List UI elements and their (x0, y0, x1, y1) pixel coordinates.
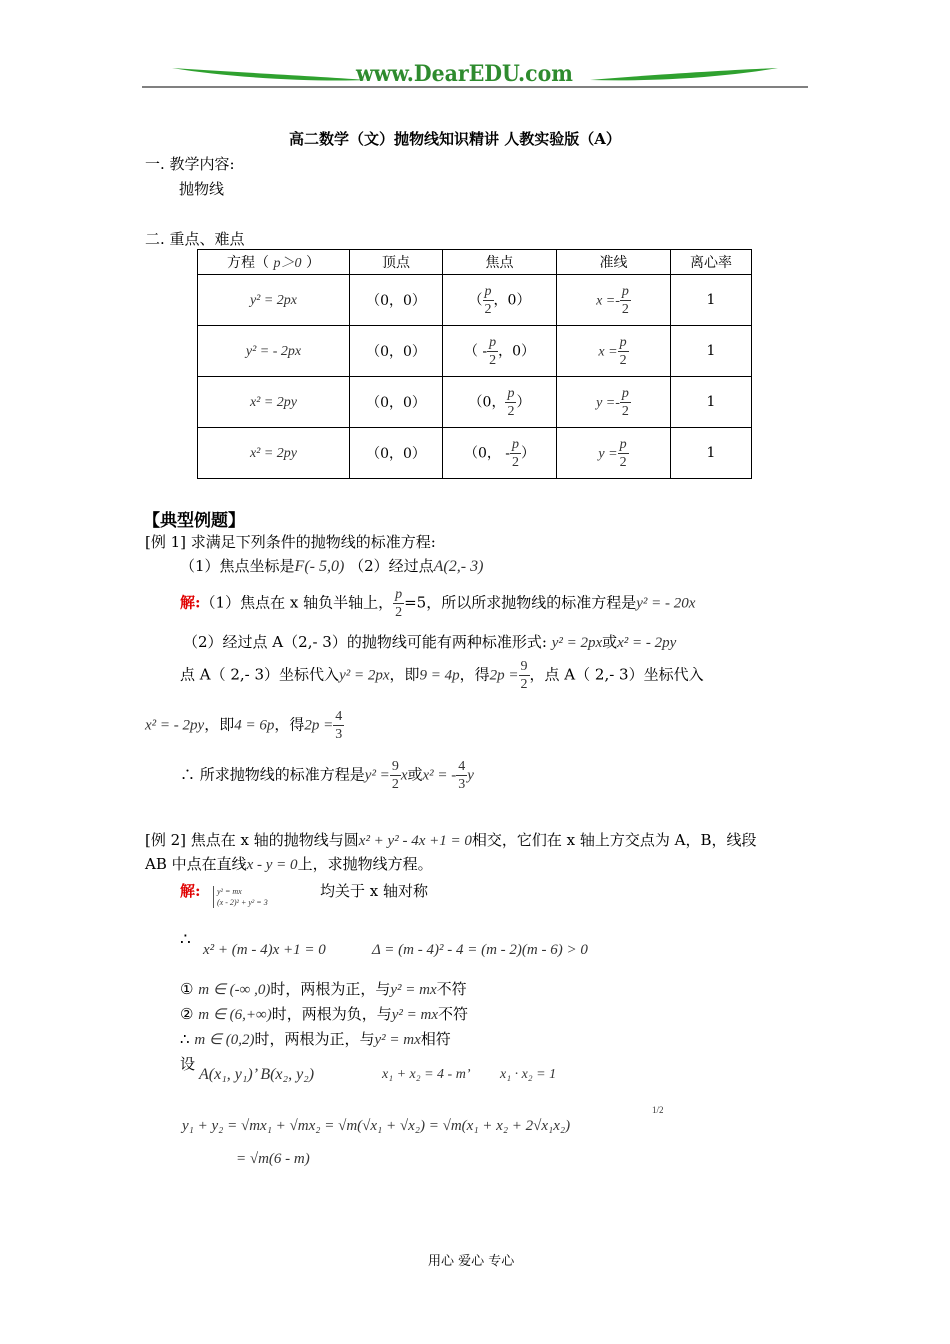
row-eccentricity: 1 (671, 377, 752, 428)
case-2: ② m ∈ (6,+∞)时，两根为负，与y² = mx不符 (180, 1005, 469, 1023)
set-label: 设 (180, 1055, 196, 1073)
page-title: 高二数学（文）抛物线知识精讲 人教实验版（A） (289, 130, 621, 148)
section2-heading: 二. 重点、难点 (145, 230, 245, 248)
example1-substitution-1: 点 A（ 2,- 3）坐标代入y² = 2px，即9 = 4p，得2p = $\frac{9}{2}$ ，点 A（ 2,- 3）坐标代入 (180, 659, 704, 692)
section1-heading: 一. 教学内容: (145, 155, 235, 173)
table-row (198, 377, 752, 428)
row-eccentricity: 1 (671, 428, 752, 479)
example1-conclusion: ∴ 所求抛物线的标准方程是y² = $\frac{9}{2}$ x或x² = - $\frac{4}{3}$ y (180, 759, 474, 792)
y-sum-line1: y₁ + y₂ = √mx₁ + √mx₂ = √m(√x₁ + √x₂) = √m(x₁ + x₂ + 2√x₁x₂) (182, 1118, 571, 1134)
header-vertex: 顶点 (350, 250, 443, 275)
row-focus: （0， $\frac{p}{2}$ ） (443, 377, 557, 428)
site-logo-text: www.DearEDU.com (356, 61, 573, 87)
quadratic-equation: x² + (m - 4)x +1 = 0 (203, 942, 326, 958)
table-row (198, 275, 752, 326)
points-definition: A(x₁, y₁)’ B(x₂, y₂) (199, 1066, 315, 1083)
row-directrix: x =- $\frac{p}{2}$ (557, 275, 671, 326)
header-focus: 焦点 (443, 250, 557, 275)
row-equation: y² = 2px (249, 292, 298, 308)
example2-line2: AB 中点在直线x - y = 0上，求抛物线方程。 (145, 855, 433, 873)
row-focus: （0， - $\frac{p}{2}$ ） (443, 428, 557, 479)
row-equation: x² = 2py (249, 394, 298, 410)
header-equation: 方程（ p＞0 ） (198, 250, 350, 275)
system-eq-2: (x - 2)² + y² = 3 (217, 898, 268, 907)
example1-solution-2: （2）经过点 A（2,- 3）的抛物线可能有两种标准形式: y² = 2px或x² = - 2py (183, 633, 677, 651)
section1-content: 抛物线 (179, 180, 225, 198)
row-vertex: （0，0） (350, 428, 443, 479)
page-footer: 用心 爱心 专心 (428, 1254, 515, 1269)
example1-solution-1: 解:（1）焦点在 x 轴负半轴上， $\frac{p}{2}$ =5，所以所求抛物线的标准方程是y² = - 20x (180, 587, 696, 620)
parabola-table (197, 249, 752, 479)
y-sum-line2: = √m(6 - m) (236, 1151, 310, 1167)
roots-sum: x₁ + x₂ = 4 - m’ (382, 1067, 471, 1082)
left-swoosh (172, 68, 367, 81)
therefore-symbol: ∴ (180, 930, 191, 950)
header-eccentricity: 离心率 (671, 250, 752, 275)
system-eq-1: y² = mx (217, 887, 242, 896)
row-directrix: y = $\frac{p}{2}$ (557, 428, 671, 479)
right-swoosh (590, 68, 778, 80)
table-header-row (198, 250, 752, 275)
row-eccentricity: 1 (671, 275, 752, 326)
example1-label: [例 1] 求满足下列条件的抛物线的标准方程: (145, 533, 436, 551)
examples-heading: 【典型例题】 (143, 511, 245, 531)
row-equation: x² = 2py (249, 445, 298, 461)
equation-system (213, 886, 268, 908)
case-3: ∴ m ∈ (0,2)时，两根为正，与y² = mx相符 (180, 1030, 451, 1048)
solution-label: 解: (180, 593, 201, 612)
row-vertex: （0，0） (350, 377, 443, 428)
example2-line1: [例 2] 焦点在 x 轴的抛物线与圆x² + y² - 4x +1 = 0相交，它们在 x 轴上方交点为 A，B，线段 (145, 831, 757, 849)
discriminant: Δ = (m - 4)² - 4 = (m - 2)(m - 6) > 0 (372, 942, 588, 958)
y-sum-exponent: 1/2 (652, 1105, 664, 1115)
row-equation: y² = - 2px (245, 343, 302, 359)
example2-solution-label: 解: (180, 882, 201, 900)
table-row (198, 428, 752, 479)
case-1: ① m ∈ (-∞ ,0)时，两根为正，与y² = mx不符 (180, 980, 467, 998)
symmetry-note: 均关于 x 轴对称 (320, 882, 428, 900)
row-directrix: x = $\frac{p}{2}$ (557, 326, 671, 377)
row-vertex: （0，0） (350, 275, 443, 326)
row-focus: （ - $\frac{p}{2}$ ，0） (443, 326, 557, 377)
example1-substitution-2: x² = - 2py，即4 = 6p，得2p = $\frac{4}{3}$ (145, 709, 343, 742)
row-directrix: y =- $\frac{p}{2}$ (557, 377, 671, 428)
roots-product: x₁ · x₂ = 1 (500, 1067, 557, 1082)
table-row (198, 326, 752, 377)
header-directrix: 准线 (557, 250, 671, 275)
example1-conditions: （1）焦点坐标是F(- 5,0) （2）经过点A(2,- 3) (180, 557, 484, 575)
row-eccentricity: 1 (671, 326, 752, 377)
row-vertex: （0，0） (350, 326, 443, 377)
row-focus: （ $\frac{p}{2}$ ，0） (443, 275, 557, 326)
